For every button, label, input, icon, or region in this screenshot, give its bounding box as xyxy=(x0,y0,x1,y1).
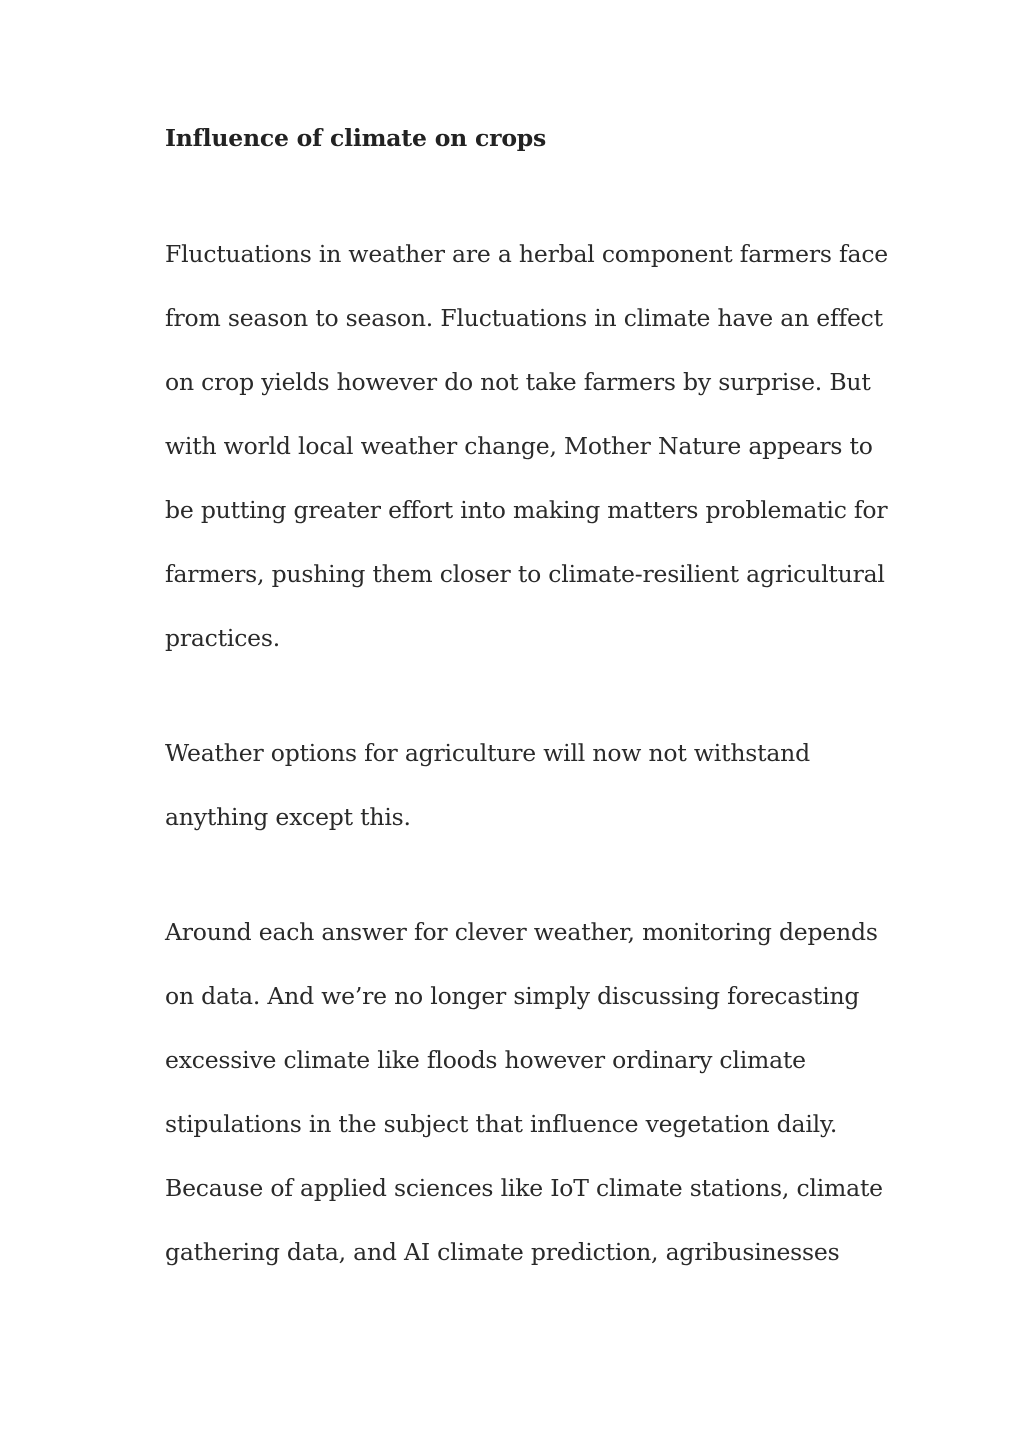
paragraph-1-line-2: from season to season. Fluctuations in climate have an effect xyxy=(165,304,883,332)
paragraph-2-line-2: anything except this. xyxy=(165,803,411,831)
paragraph-1-line-7: practices. xyxy=(165,624,281,652)
paragraph-1-line-3: on crop yields however do not take farmers by surprise. But xyxy=(165,368,871,396)
document-heading: Influence of climate on crops xyxy=(165,124,547,152)
paragraph-1-line-5: be putting greater effort into making matters problematic for xyxy=(165,496,888,524)
paragraph-1-line-4: with world local weather change, Mother Nature appears to xyxy=(165,432,873,460)
paragraph-2-line-1: Weather options for agriculture will now not withstand xyxy=(165,739,810,767)
paragraph-3-line-6: gathering data, and AI climate prediction, agribusinesses xyxy=(165,1238,840,1266)
paragraph-3-line-3: excessive climate like floods however ordinary climate xyxy=(165,1046,806,1074)
paragraph-3-line-2: on data. And we’re no longer simply discussing forecasting xyxy=(165,982,860,1010)
paragraph-1-line-6: farmers, pushing them closer to climate-resilient agricultural xyxy=(165,560,885,588)
paragraph-1-line-1: Fluctuations in weather are a herbal component farmers face xyxy=(165,240,888,268)
paragraph-3-line-1: Around each answer for clever weather, monitoring depends xyxy=(165,918,878,946)
paragraph-3-line-5: Because of applied sciences like IoT climate stations, climate xyxy=(165,1174,883,1202)
paragraph-3-line-4: stipulations in the subject that influence vegetation daily. xyxy=(165,1110,838,1138)
